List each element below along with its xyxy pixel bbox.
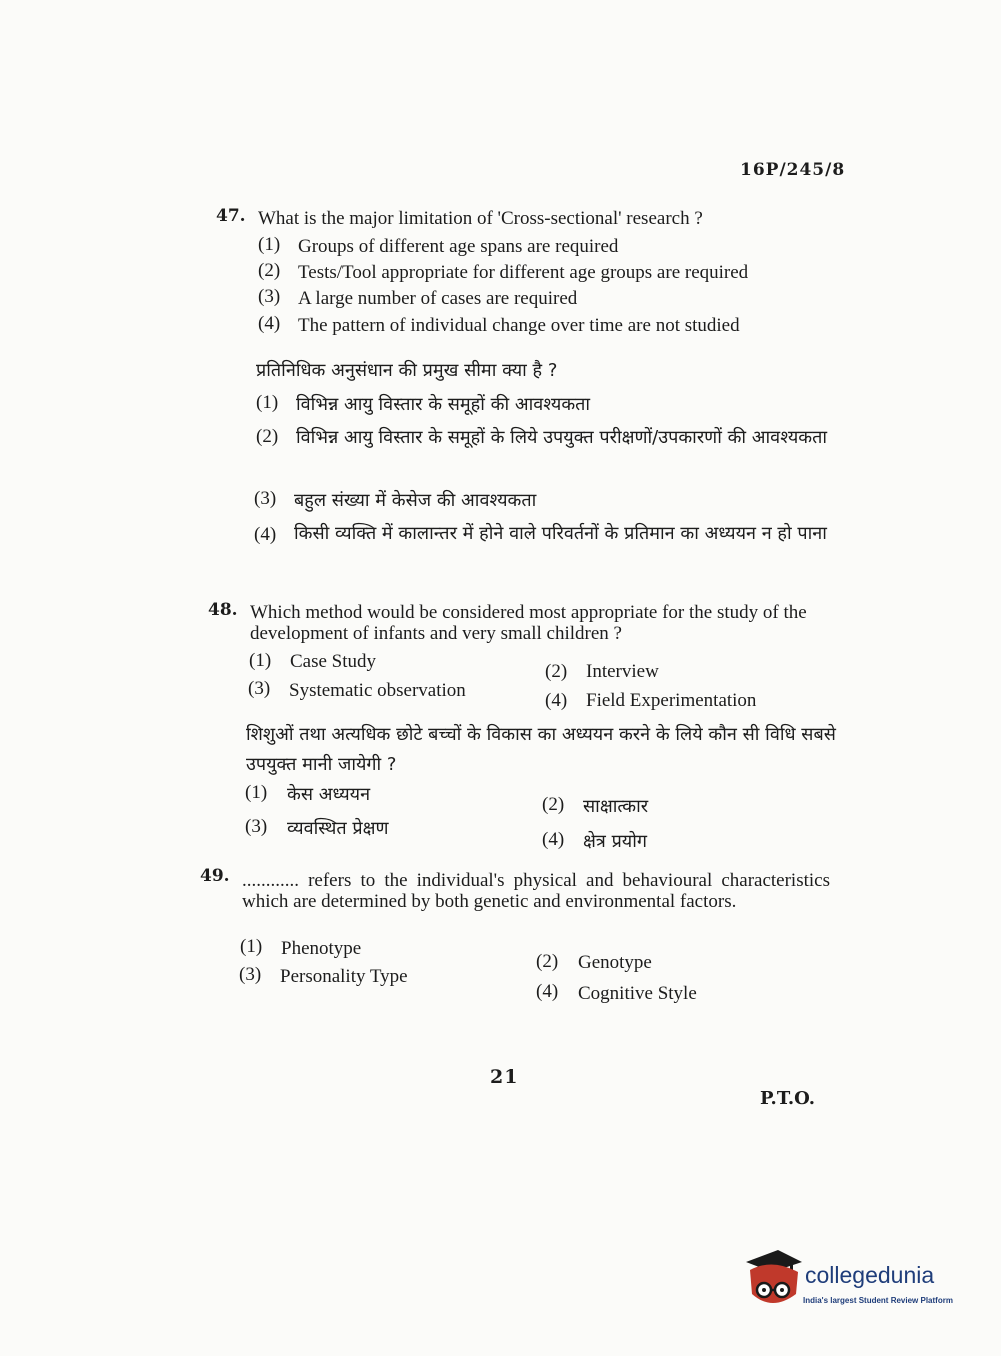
q48-option-3-text: Systematic observation (289, 680, 466, 701)
q47-option-3-text: A large number of cases are required (298, 288, 578, 309)
q49-option-1-text: Phenotype (281, 938, 362, 959)
q47-hi-option-4-text: किसी व्यक्ति में कालान्तर में होने वाले परिवर्तनों के प्रतिमान का अध्ययन न हो पाना (294, 523, 827, 544)
q49-option-2-num: (2) (536, 951, 559, 972)
paper-code: 16P/245/8 (740, 160, 846, 180)
q48-hi-option-2-num: (2) (542, 794, 565, 815)
q48-option-2-text: Interview (586, 661, 659, 682)
q48-option-1-num: (1) (249, 650, 272, 671)
question-48-text-en: Which method would be considered most appropriate for the study of the development of infants and very small children ? (250, 602, 807, 644)
question-49-text-en: ............ refers to the individual's physical and behavioural characteristics which are determined by both genetic and environmental factors. (242, 870, 830, 912)
q47-option-3-num: (3) (258, 286, 281, 307)
q47-option-2-num: (2) (258, 260, 281, 281)
logo-name: collegedunia (805, 1262, 935, 1288)
question-number-48: 48. (208, 600, 238, 620)
q47-hi-option-2-text: विभिन्न आयु विस्तार के समूहों के लिये उपयुक्त परीक्षणों/उपकारणों की आवश्यकता (296, 427, 828, 448)
page-number: 21 (490, 1066, 519, 1088)
q47-option-1-text: Groups of different age spans are required (298, 236, 619, 257)
q47-hi-option-3-text: बहुल संख्या में केसेज की आवश्यकता (294, 490, 537, 511)
q48-hi-option-4-text: क्षेत्र प्रयोग (583, 831, 648, 852)
question-48-text-hi: शिशुओं तथा अत्यधिक छोटे बच्चों के विकास का अध्ययन करने के लिये कौन सी विधि सबसे उपयुक्त मानी जायेगी ? (246, 724, 836, 775)
q48-hi-option-3-num: (3) (245, 816, 268, 837)
mascot-icon (746, 1250, 802, 1303)
q47-hi-option-1-text: विभिन्न आयु विस्तार के समूहों की आवश्यकता (296, 394, 591, 415)
q47-option-4-num: (4) (258, 313, 281, 334)
question-number-49: 49. (200, 866, 230, 886)
q48-option-4-num: (4) (545, 690, 568, 711)
question-47-text-hi: प्रतिनिधिक अनुसंधान की प्रमुख सीमा क्या है ? (256, 360, 558, 381)
q48-hi-option-4-num: (4) (542, 829, 565, 850)
q48-hi-option-3-text: व्यवस्थित प्रेक्षण (287, 818, 389, 839)
q48-option-3-num: (3) (248, 678, 271, 699)
q48-hi-option-2-text: साक्षात्कार (583, 796, 649, 817)
q48-hi-option-1-text: केस अध्ययन (287, 784, 371, 805)
q47-hi-option-4-num: (4) (254, 524, 277, 545)
q48-hi-option-1-num: (1) (245, 782, 268, 803)
q48-option-2-num: (2) (545, 661, 568, 682)
q47-hi-option-2-num: (2) (256, 426, 279, 447)
q47-option-4-text: The pattern of individual change over time are not studied (298, 315, 740, 336)
q48-option-4-text: Field Experimentation (586, 690, 757, 711)
question-number-47: 47. (216, 206, 246, 226)
q49-option-3-text: Personality Type (280, 966, 408, 987)
q47-hi-option-3-num: (3) (254, 488, 277, 509)
q47-option-2-text: Tests/Tool appropriate for different age groups are required (298, 262, 749, 283)
q49-option-4-num: (4) (536, 981, 559, 1002)
q48-option-1-text: Case Study (290, 651, 377, 672)
logo-tagline: India's largest Student Review Platform (803, 1296, 953, 1305)
q47-option-1-num: (1) (258, 234, 281, 255)
q49-option-1-num: (1) (240, 936, 263, 957)
q49-option-2-text: Genotype (578, 952, 652, 973)
pto-label: P.T.O. (760, 1088, 816, 1109)
q47-hi-option-1-num: (1) (256, 392, 279, 413)
question-47-text-en: What is the major limitation of 'Cross-sectional' research ? (258, 208, 703, 229)
q49-option-3-num: (3) (239, 964, 262, 985)
q49-option-4-text: Cognitive Style (578, 983, 697, 1004)
